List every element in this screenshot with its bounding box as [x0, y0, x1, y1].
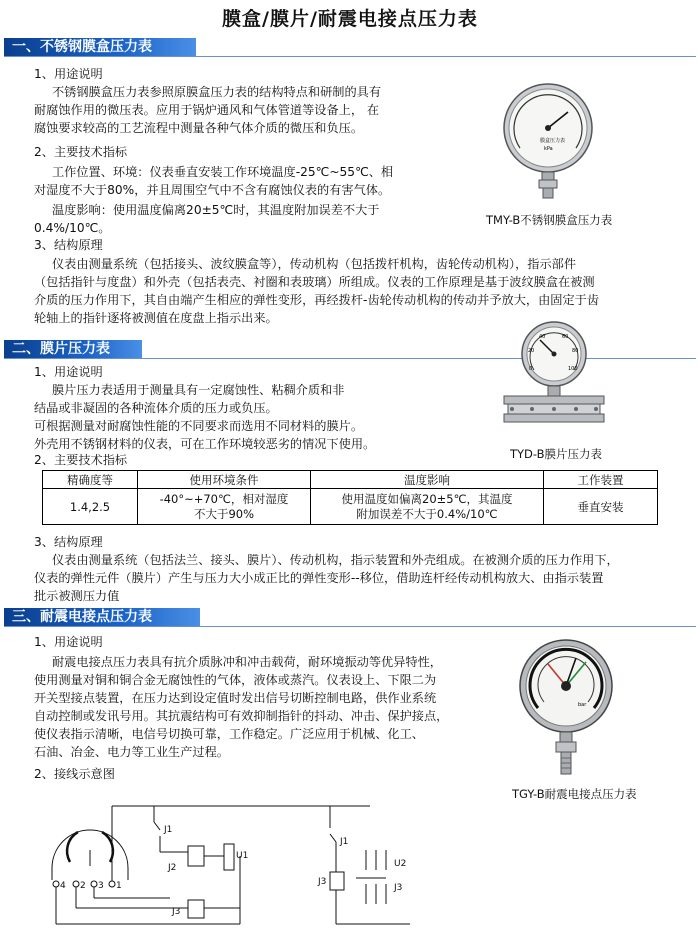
body-line: 开关型接点装置，在压力达到设定值时发出信号切断控制电路，供作业系统 [34, 691, 437, 705]
scale-label: 20 [528, 348, 535, 354]
section-divider [4, 56, 696, 57]
figure-caption: TGY-B耐震电接点压力表 [512, 787, 637, 801]
gauge-unit-text: bar [578, 702, 587, 708]
table-header-cell: 使用环境条件 [138, 471, 311, 489]
subheading: 2、接线示意图 [34, 767, 115, 781]
subheading: 3、结构原理 [34, 238, 103, 252]
diagram-label: J3 [394, 883, 403, 893]
figure-caption: TMY-B不锈钢膜盒压力表 [486, 213, 613, 227]
page-title: 膜盒/膜片/耐震电接点压力表 [222, 8, 478, 30]
section-header-3: 三、耐震电接点压力表 [4, 608, 200, 627]
body-line: （包括指针与度盘）和外壳（包括表壳、衬圈和表玻璃）所组成。仪表的工作原理是基于波纹膜盒在被测 [34, 275, 595, 289]
terminal-label: 3 [98, 881, 104, 891]
section-header-1: 一、不锈钢膜盒压力表 [4, 38, 196, 57]
diagram-label: J3 [172, 907, 181, 917]
table-header-cell: 温度影响 [311, 471, 544, 489]
terminal-label: 1 [116, 881, 122, 891]
diagram-label: U2 [394, 859, 407, 869]
body-line: 膜片压力表适用于测量具有一定腐蚀性、粘稠介质和非 [52, 383, 345, 397]
subheading: 2、主要技术指标 [34, 453, 128, 467]
diagram-label: J1 [164, 825, 173, 835]
table-cell: 垂直安装 [544, 489, 658, 525]
subheading: 1、用途说明 [34, 365, 103, 379]
body-line: 工作位置、环境：仪表垂直安装工作环境温度-25℃~55℃、相 [52, 165, 394, 179]
body-line: 结晶或非凝固的各种流体介质的压力或负压。 [34, 401, 278, 415]
body-line: 介质的压力作用下，其自由端产生相应的弹性变形，再经拨杆-齿轮传动机构的传动并予放大，由固定于齿 [34, 293, 600, 307]
table-header-cell: 工作装置 [544, 471, 658, 489]
scale-label: 0 [529, 366, 533, 372]
terminal-label: 2 [80, 881, 86, 891]
body-line: 腐蚀要求较高的工艺流程中测量各种气体介质的微压和负压。 [34, 121, 364, 135]
scale-label: 80 [572, 348, 579, 354]
table-cell [311, 489, 544, 525]
diagram-label: J1 [340, 837, 349, 847]
body-line: 外壳用不锈钢材料的仪表，可在工作环境较恶劣的情况下使用。 [34, 437, 376, 451]
body-line: 不锈钢膜盒压力表参照原膜盒压力表的结构特点和研制的具有 [52, 85, 382, 99]
body-line: 轮轴上的指针逐将被测值在度盘上指示出来。 [34, 311, 278, 325]
section-divider [4, 626, 696, 627]
body-line: 可根据测量对耐腐蚀性能的不同要求而选用不同材料的膜片。 [34, 419, 364, 433]
scale-label: 100 [568, 366, 578, 372]
body-line: 耐震电接点压力表具有抗介质脉冲和冲击载荷，耐环境振动等优异特性， [52, 655, 442, 669]
tyd-b-gauge-image [498, 318, 610, 430]
cell-line: 不大于90% [193, 506, 255, 521]
cell-line: 使用温度如偏离20±5℃，其温度 [341, 491, 513, 506]
subheading: 3、结构原理 [34, 535, 103, 549]
table-header-cell: 精确度等 [43, 471, 138, 489]
subheading: 2、主要技术指标 [34, 145, 128, 159]
body-line: 批示被测压力值 [34, 589, 120, 603]
diagram-label: J3 [318, 877, 327, 887]
cell-line: -40°~+70℃，相对湿度 [159, 491, 289, 506]
body-line: 石油、冶金、电力等工业生产过程。 [34, 745, 229, 759]
body-line: 使用测量对铜和铜合金无腐蚀性的气体，液体或蒸汽。仪表设上、下限二为 [34, 673, 437, 687]
terminal-label: 4 [60, 881, 66, 891]
cell-line: 附加误差不大于0.4%/10℃ [356, 506, 498, 521]
body-line: 0.4%/10℃。 [34, 221, 111, 235]
body-line: 使仪表指示清晰，电信号切换可靠，工作稳定。广泛应用于机械、化工、 [34, 727, 424, 741]
table-cell [138, 489, 311, 525]
tmy-b-gauge-image [498, 82, 598, 200]
body-line: 温度影响：使用温度偏离20±5℃时，其温度附加误差不大于 [52, 203, 380, 217]
figure-caption: TYD-B膜片压力表 [510, 447, 603, 461]
gauge-unit-text: kPa [544, 146, 553, 152]
scale-label: 40 [539, 334, 546, 340]
body-line: 耐腐蚀作用的微压表。应用于锅炉通风和气体管道等设备上， 在 [34, 103, 380, 117]
diagram-label: U1 [236, 851, 249, 861]
spec-table [42, 470, 658, 525]
tgy-b-gauge-image [516, 636, 616, 778]
body-line: 仪表由测量系统（包括法兰、接头、膜片）、传动机构，指示装置和外壳组成。在被测介质的压力作用下， [52, 553, 619, 567]
body-line: 自动控制或发讯号用。其抗震结构可有效抑制指针的抖动、冲击、保护接点， [34, 709, 449, 723]
wiring-diagram [30, 788, 450, 928]
gauge-brand-text: 膜盒压力表 [540, 138, 566, 144]
body-line: 仪表由测量系统（包括接头、波纹膜盒等），传动机构（包括拨杆机构，齿轮传动机构），指示部件 [52, 257, 577, 271]
diagram-label: J2 [168, 863, 177, 873]
section-header-2: 二、膜片压力表 [4, 340, 142, 359]
subheading: 1、用途说明 [34, 635, 103, 649]
table-row [43, 489, 658, 525]
scale-label: 60 [562, 334, 569, 340]
table-header-row [43, 471, 658, 489]
subheading: 1、用途说明 [34, 67, 103, 81]
body-line: 仪表的弹性元件（膜片）产生与压力大小成正比的弹性变形--移位，借助连杆经传动机构放大、由指示装置 [34, 571, 604, 585]
body-line: 对湿度不大于80%，并且周围空气中不含有腐蚀仪表的有害气体。 [34, 183, 391, 197]
table-cell: 1.4,2.5 [43, 489, 138, 525]
